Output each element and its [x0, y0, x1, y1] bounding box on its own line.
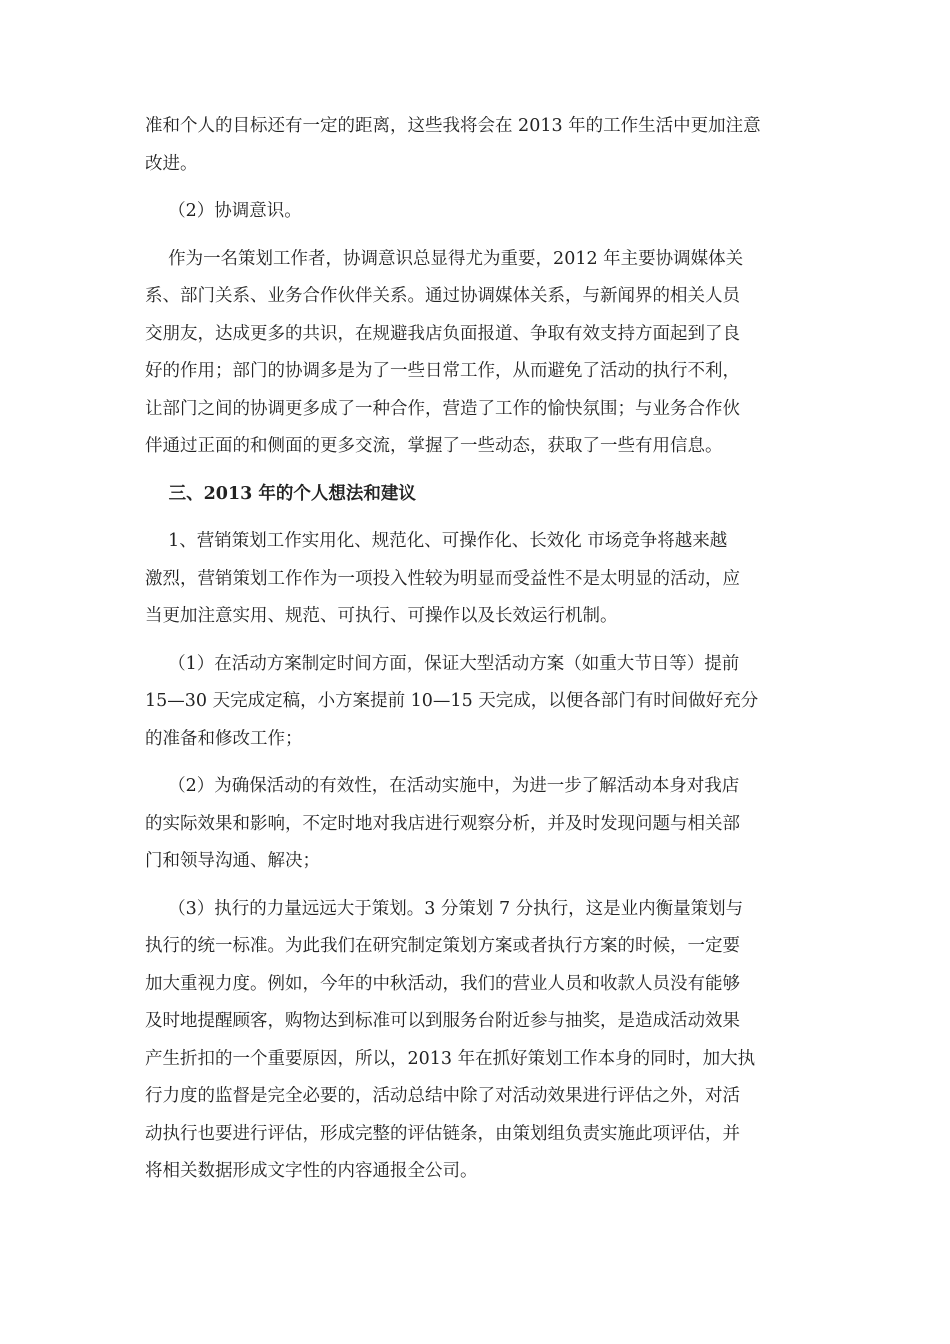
- text-line: 作为一名策划工作者，协调意识总显得尤为重要，2012 年主要协调媒体关: [145, 248, 744, 269]
- document-body: [145, 108, 810, 1191]
- text-line: 行力度的监督是完全必要的，活动总结中除了对活动效果进行评估之外，对活: [145, 1086, 740, 1106]
- text-line: 激烈，营销策划工作作为一项投入性较为明显而受益性不是太明显的活动，应: [145, 568, 740, 589]
- text-line: （1）在活动方案制定时间方面，保证大型活动方案（如重大节日等）提前: [145, 653, 740, 674]
- text-line: 动执行也要进行评估，形成完整的评估链条，由策划组负责实施此项评估，并: [145, 1123, 740, 1144]
- text-line: 的实际效果和影响，不定时地对我店进行观察分析，并及时发现问题与相关部: [145, 813, 740, 834]
- text-line: 系、部门关系、业务合作伙伴关系。通过协调媒体关系，与新闻界的相关人员: [145, 286, 740, 306]
- paragraph-marketing: [145, 523, 810, 636]
- text-line: 15—30 天完成定稿，小方案提前 10—15 天完成，以便各部门有时间做好充分: [145, 691, 759, 711]
- text-line: 门和领导沟通、解决；: [145, 851, 320, 871]
- text-line: 让部门之间的协调更多成了一种合作，营造了工作的愉快氛围；与业务合作伙: [145, 398, 740, 419]
- text-line: （2）协调意识。: [145, 201, 302, 221]
- paragraph-coordination: [145, 241, 810, 466]
- paragraph-item-3: [145, 891, 810, 1191]
- subheading-coordination: [145, 193, 810, 231]
- text-line: 准和个人的目标还有一定的距离，这些我将会在 2013 年的工作生活中更加注意: [145, 116, 761, 136]
- text-line: （2）为确保活动的有效性，在活动实施中，为进一步了解活动本身对我店: [145, 776, 740, 796]
- text-line: 将相关数据形成文字性的内容通报全公司。: [145, 1161, 478, 1181]
- text-line: 当更加注意实用、规范、可执行、可操作以及长效运行机制。: [145, 606, 618, 626]
- paragraph-item-2: [145, 768, 810, 881]
- text-line: 的准备和修改工作；: [145, 728, 303, 749]
- text-line: 三、2013 年的个人想法和建议: [145, 483, 416, 504]
- text-line: 好的作用；部门的协调多是为了一些日常工作，从而避免了活动的执行不利，: [145, 361, 740, 381]
- text-line: 加大重视力度。例如，今年的中秋活动，我们的营业人员和收款人员没有能够: [145, 973, 740, 994]
- text-line: （3）执行的力量远远大于策划。3 分策划 7 分执行，这是业内衡量策划与: [145, 898, 744, 919]
- text-line: 及时地提醒顾客，购物达到标准可以到服务台附近参与抽奖，是造成活动效果: [145, 1011, 740, 1031]
- text-line: 交朋友，达成更多的共识，在规避我店负面报道、争取有效支持方面起到了良: [145, 323, 740, 344]
- text-line: 产生折扣的一个重要原因，所以，2013 年在抓好策划工作本身的同时，加大执: [145, 1048, 756, 1069]
- text-line: 1、营销策划工作实用化、规范化、可操作化、长效化 市场竞争将越来越: [145, 531, 728, 551]
- text-line: 伴通过正面的和侧面的更多交流，掌握了一些动态，获取了一些有用信息。: [145, 436, 723, 456]
- paragraph-item-1: [145, 646, 810, 759]
- text-line: 改进。: [145, 153, 198, 174]
- section-heading: [145, 476, 810, 514]
- paragraph-continuation: [145, 108, 810, 183]
- text-line: 执行的统一标准。为此我们在研究制定策划方案或者执行方案的时候，一定要: [145, 936, 740, 956]
